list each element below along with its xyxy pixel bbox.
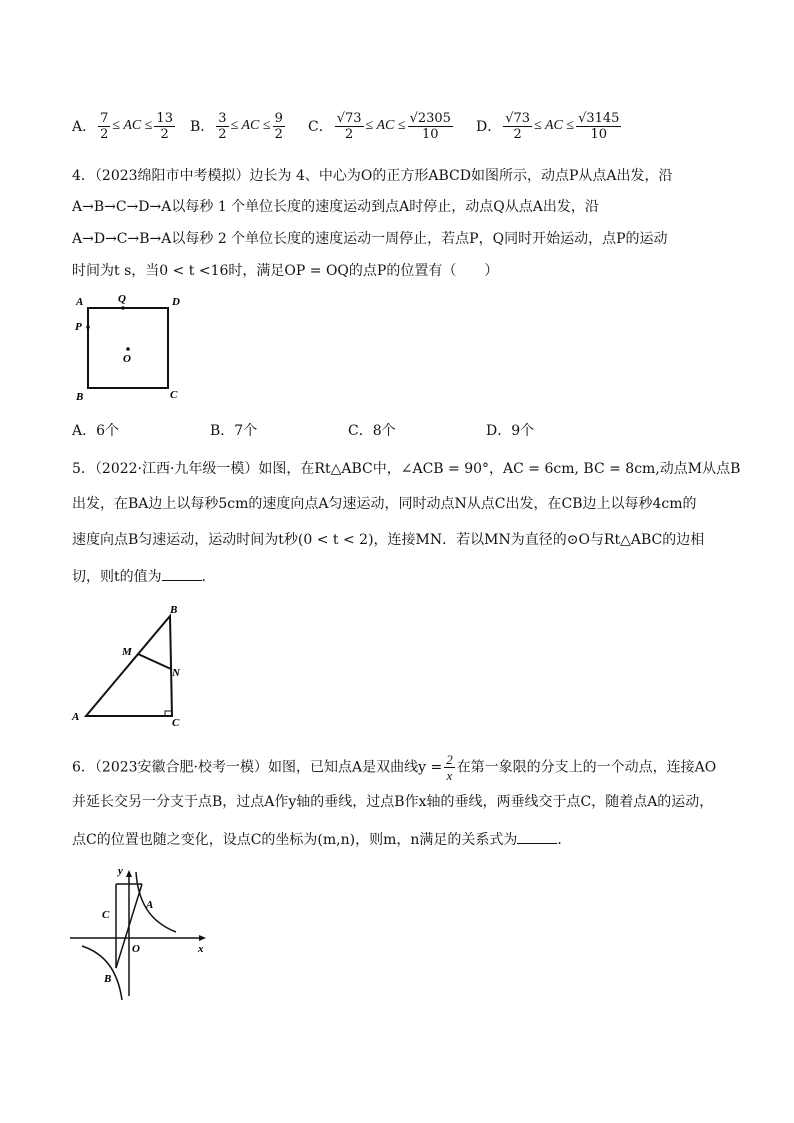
fraction [154,111,175,142]
q5-line-3: 速度向点B匀速运动，运动时间为t秒(0 < t < 2)，连接MN．若以MN为直径的⊙O与Rt△ABC的边相 [72,532,705,548]
label-c: C [170,389,178,401]
q6-hyperbola-figure [66,862,216,1002]
q4-line-3: A→D→C→B→A以每秒 2 个单位长度的速度运动一周停止，若点P，Q同时开始运动，点P的运动 [72,231,668,247]
fraction [503,111,532,142]
label-m: M [122,646,132,658]
segment-mn [138,654,171,669]
x-axis-arrow [199,935,206,941]
option-label: B． [190,119,215,135]
label-a: A [146,899,154,911]
numerator: 3 [218,110,227,126]
fraction [408,111,453,142]
q6-line-3-text: 点C的位置也随之变化，设点C的坐标为(m,n)，则m，n满足的关系式为 [72,832,518,848]
point-p [86,325,90,329]
fraction [98,111,110,142]
denominator: 2 [513,126,522,142]
denominator: 2 [344,126,354,142]
q6-line-1-text-b: 在第一象限的分支上的一个动点，连接AO [456,759,717,776]
numerator: 7 [100,110,109,126]
label-b: B [76,391,84,403]
fraction [576,111,621,142]
q5-line-4 [72,566,216,587]
label-o: O [123,353,131,365]
q6-line-3-end: ． [557,832,572,848]
numerator: √3145 [578,110,620,126]
label-p: P [75,321,82,333]
q4-line-1: 4．（2023绵阳市中考模拟）边长为 4、中心为O的正方形ABCD如图所示，动点P从点A出发，沿 [72,168,673,184]
label-n: N [172,667,180,679]
label-d: D [172,296,180,308]
fraction [216,111,228,142]
q6-line-3 [72,829,571,850]
point-o [126,347,130,351]
label-b: B [170,604,178,616]
denominator: 2 [274,126,283,142]
inequality: ≤ AC ≤ [365,118,406,133]
inequality: ≤ AC ≤ [112,118,153,133]
label-a: A [72,711,80,723]
inequality: ≤ AC ≤ [534,118,575,133]
fraction [444,752,455,783]
denominator: 10 [590,126,608,142]
inequality: ≤ AC ≤ [230,118,271,133]
answer-blank [162,566,202,581]
fraction [335,111,364,142]
q6-line-1 [72,752,716,783]
q4-square-figure [70,292,190,404]
answer-blank [517,829,557,844]
denominator: 10 [421,126,439,142]
q3-option-d [476,111,646,142]
numerator: 9 [274,110,283,126]
denominator: x [446,768,453,783]
q3-options [72,106,646,146]
y-axis-arrow [126,870,132,877]
numerator: √73 [505,110,531,126]
q3-option-a [72,111,190,142]
q4-choice-a: A．6个 [72,423,120,439]
numerator: √73 [336,110,362,126]
label-c: C [172,717,180,729]
label-y: y [118,865,123,877]
q5-line-1: 5．（2022·江西·九年级一模）如图，在Rt△ABC中，∠ACB = 90°，AC = 6cm, BC = 8cm,动点M从点B [72,461,741,477]
option-label: D． [476,119,502,135]
label-c: C [102,909,110,921]
q5-line-4-text: 切，则t的值为 [72,569,162,585]
q4-choice-b: B．7个 [210,423,258,439]
q5-triangle-figure [66,600,196,730]
label-q: Q [118,293,126,305]
q6-line-2: 并延长交另一分支于点B，过点A作y轴的垂线，过点B作x轴的垂线，两垂线交于点C，随着点A的运动， [72,794,714,810]
q3-option-b [190,111,308,142]
q5-line-2: 出发，在BA边上以每秒5cm的速度向点A匀速运动，同时动点N从点C出发，在CB边上以每秒4cm的 [72,496,697,512]
label-a: A [76,296,84,308]
label-x: x [198,943,204,955]
numerator: √2305 [409,110,451,126]
triangle-abc [86,616,172,716]
option-label: C． [308,119,333,135]
label-o: O [132,943,140,955]
numerator: 13 [156,110,173,126]
q3-option-c [308,111,476,142]
q5-line-4-end: ． [201,569,216,585]
q4-choice-d: D．9个 [486,423,535,439]
hyperbola-branch-1 [136,872,176,932]
q4-line-2: A→B→C→D→A以每秒 1 个单位长度的速度运动到点A时停止，动点Q从点A出发，沿 [72,199,599,215]
q4-line-4: 时间为t s，当0 < t <16时，满足OP = OQ的点P的位置有（ ） [72,263,499,279]
q6-line-1-text: 6．（2023安徽合肥·校考一模）如图，已知点A是双曲线y = [72,759,443,776]
numerator: 2 [446,752,453,767]
point-q [121,306,125,310]
fraction [273,111,285,142]
label-b: B [104,973,112,985]
option-label: A． [72,119,97,135]
denominator: 2 [100,126,109,142]
denominator: 2 [218,126,227,142]
q4-choice-c: C．8个 [348,423,396,439]
denominator: 2 [160,126,169,142]
